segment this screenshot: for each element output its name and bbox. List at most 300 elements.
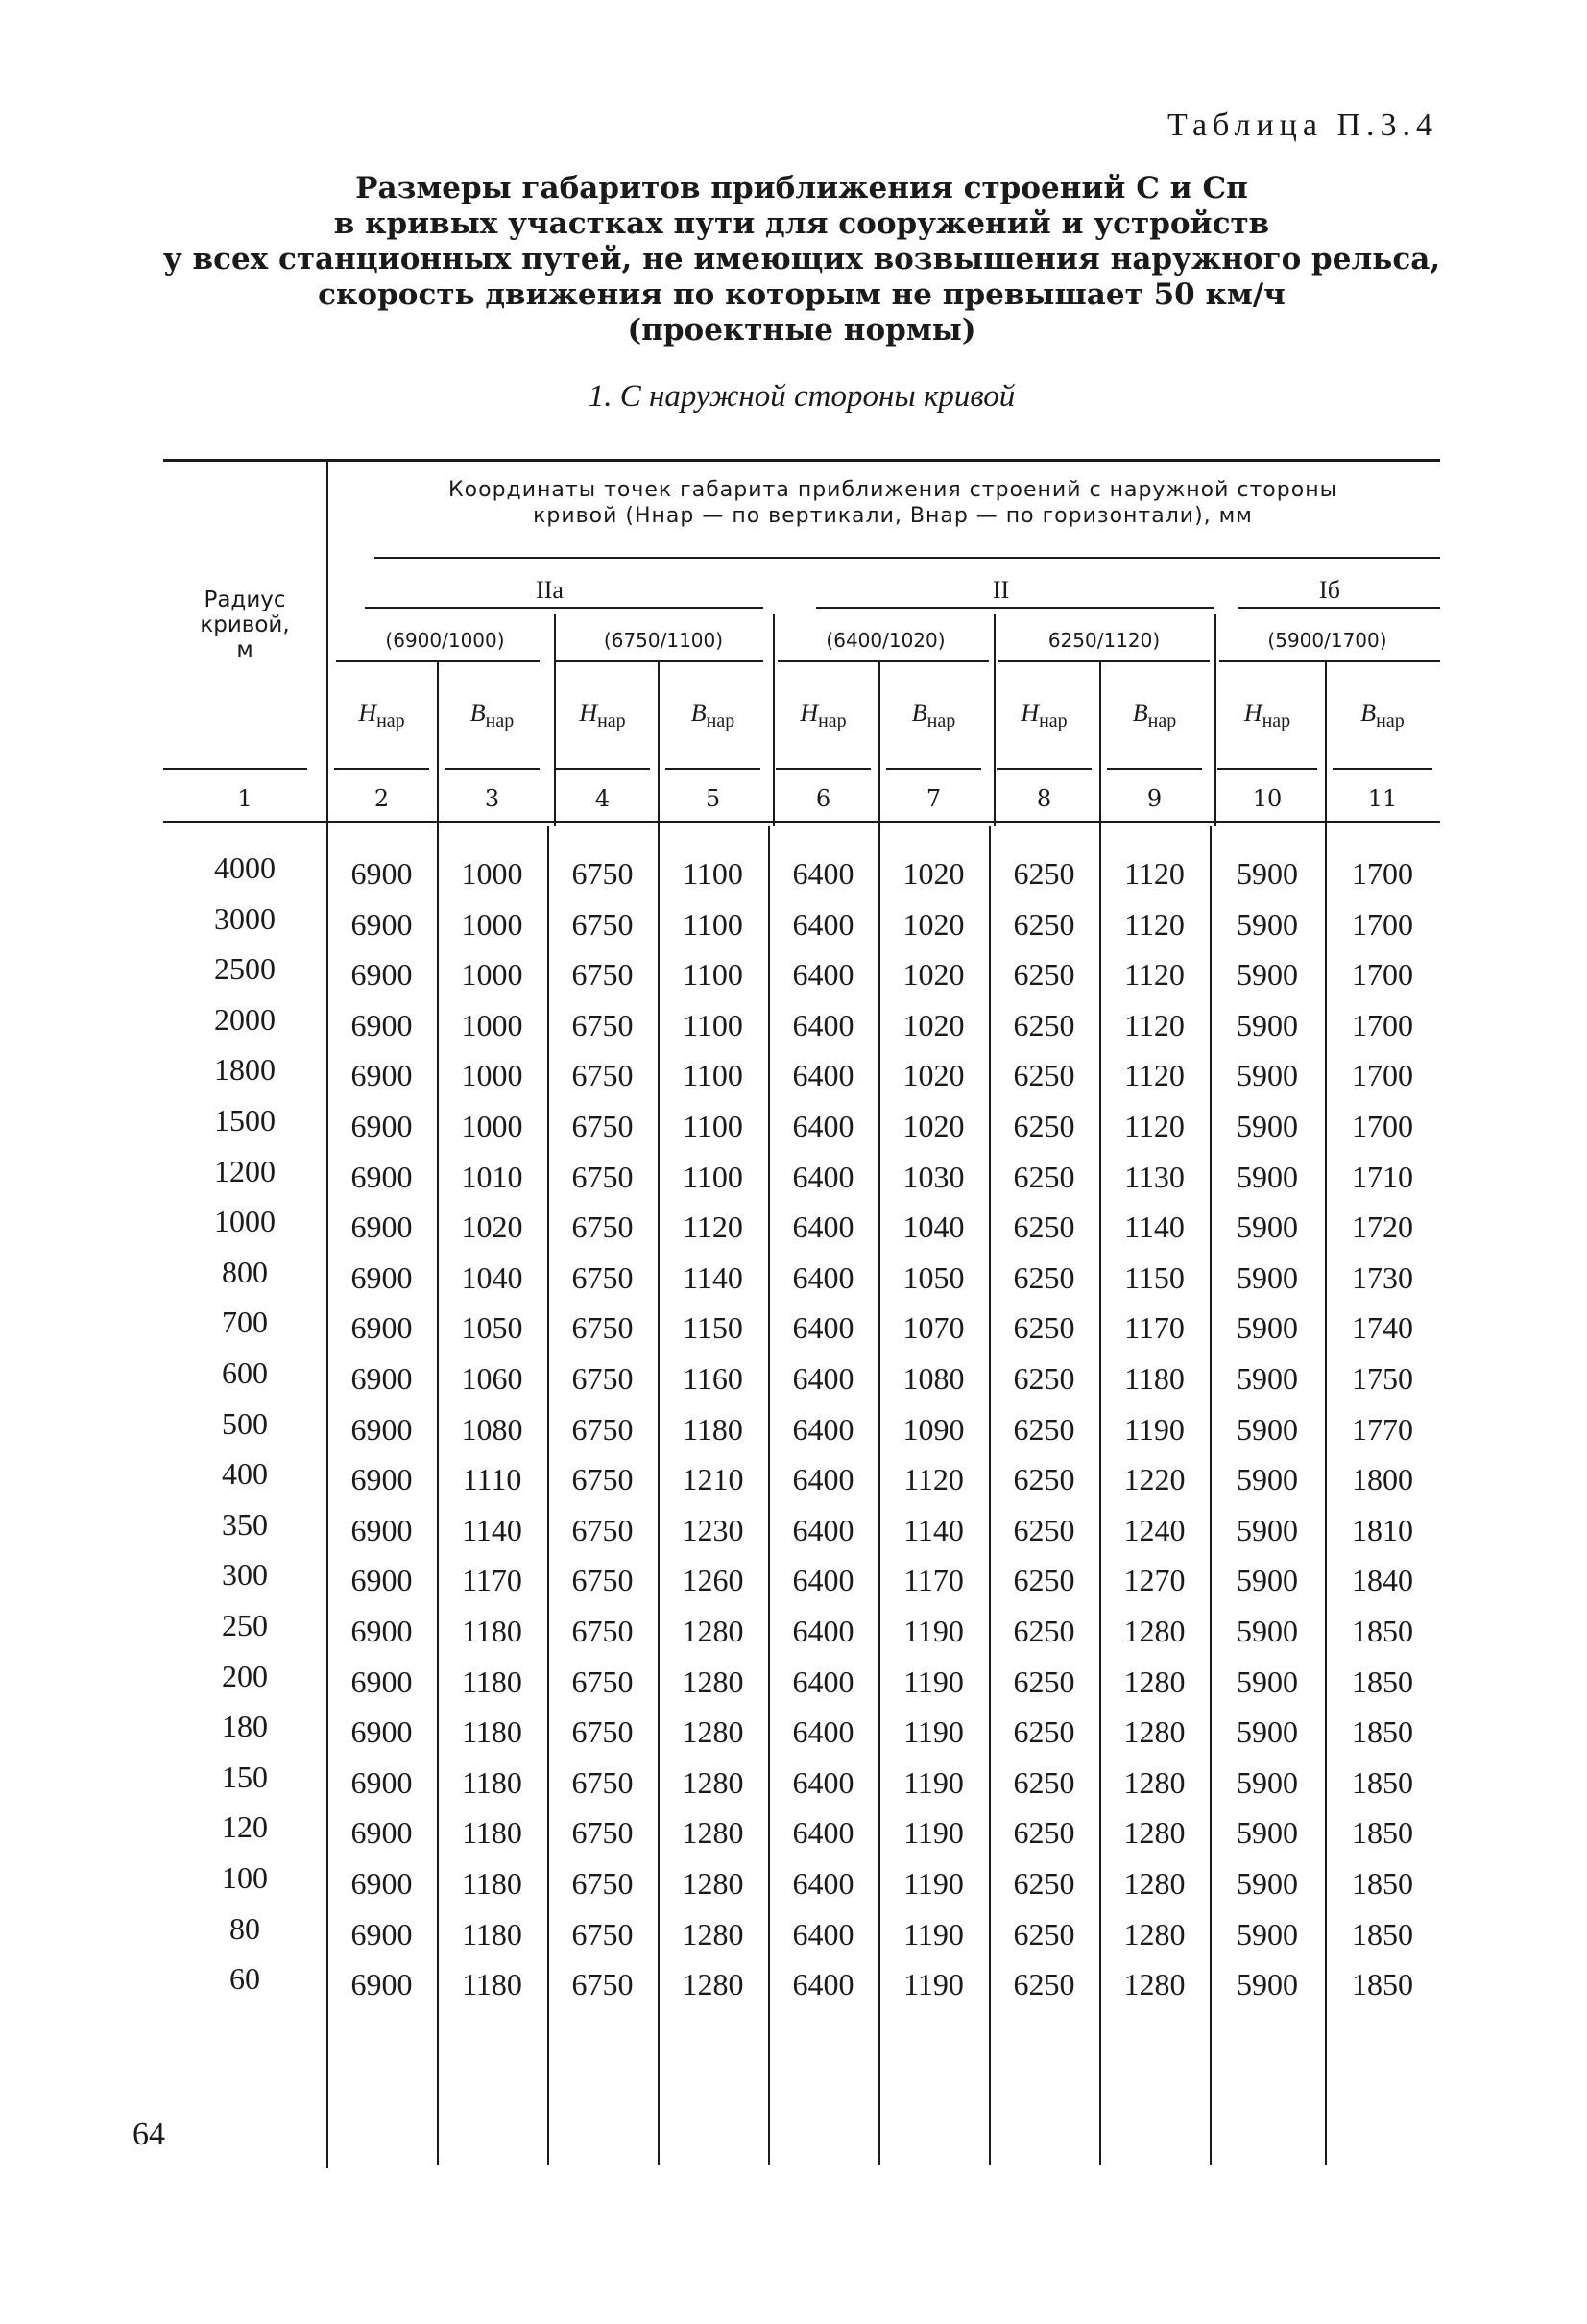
- table-cell: 1000: [461, 1058, 523, 1093]
- table-cell: 5900: [1237, 1967, 1298, 2002]
- pair-label: 6250/1120): [1047, 629, 1161, 652]
- column-number: 2: [373, 785, 390, 812]
- table-cell: 6900: [350, 1866, 413, 1901]
- table-cell: 1120: [1124, 1007, 1185, 1042]
- table-cell: 1700: [1352, 1007, 1413, 1042]
- table-cell: 6400: [792, 1815, 854, 1851]
- table-cell: 1020: [902, 856, 965, 891]
- table-cell: 1140: [1124, 1210, 1185, 1245]
- table-cell: 1850: [1352, 1614, 1413, 1648]
- radius-value: 1500: [214, 1103, 276, 1138]
- table-cell: 6250: [1013, 856, 1075, 891]
- table-cell: 1850: [1352, 1714, 1413, 1750]
- h-nar-header: $H_{нар}$: [358, 699, 405, 731]
- table-cell: 1850: [1352, 1815, 1413, 1851]
- table-cell: 5900: [1237, 1159, 1298, 1194]
- radius-value: 700: [222, 1305, 268, 1340]
- table-cell: 6750: [571, 1159, 634, 1194]
- table-cell: 1180: [683, 1411, 743, 1447]
- table-cell: 5900: [1237, 906, 1298, 942]
- table-cell: 6900: [350, 1159, 413, 1194]
- table-cell: 1190: [1124, 1411, 1185, 1447]
- radius-value: 2000: [214, 1001, 276, 1037]
- table-cell: 6250: [1013, 1866, 1075, 1901]
- column-number: 3: [484, 785, 500, 812]
- table-cell: 1010: [461, 1159, 523, 1194]
- table-cell: 1280: [682, 1916, 744, 1952]
- column-number: 5: [705, 785, 721, 812]
- radius-value: 100: [222, 1860, 268, 1895]
- subheader-rule: [555, 768, 650, 770]
- h-nar-header: $H_{нар}$: [579, 699, 626, 731]
- column-number: 4: [594, 785, 611, 812]
- table-cell: 1180: [462, 1815, 522, 1851]
- table-cell: 6400: [792, 906, 854, 942]
- table-cell: 5900: [1237, 1512, 1298, 1547]
- table-cell: 1280: [1123, 1866, 1186, 1901]
- table-cell: 6900: [350, 1916, 413, 1952]
- radius-value: 500: [222, 1405, 268, 1441]
- pair-label: (5900/1700): [1267, 629, 1387, 652]
- table-cell: 6900: [350, 1664, 413, 1699]
- table-top-rule: [163, 459, 1440, 462]
- radius-header-line: кривой,: [200, 612, 290, 637]
- table-cell: 6250: [1013, 906, 1075, 942]
- table-cell: 6400: [792, 1058, 854, 1093]
- table-cell: 1020: [902, 906, 965, 942]
- table-cell: 6250: [1013, 1361, 1075, 1396]
- table-cell: 6900: [350, 1361, 413, 1396]
- table-cell: 1120: [1124, 906, 1185, 942]
- table-cell: 1160: [683, 1361, 743, 1396]
- radius-value: 80: [229, 1910, 260, 1946]
- table-cell: 6750: [571, 1109, 634, 1143]
- table-cell: 1050: [461, 1310, 523, 1346]
- table-cell: 1000: [461, 957, 523, 993]
- table-cell: 6750: [571, 1007, 634, 1042]
- table-cell: 1770: [1352, 1411, 1413, 1447]
- table-cell: 1850: [1352, 1916, 1413, 1952]
- table-cell: 6250: [1013, 957, 1075, 993]
- table-cell: 1100: [683, 1007, 743, 1042]
- table-cell: 6750: [571, 957, 634, 993]
- table-cell: 5900: [1237, 1109, 1298, 1143]
- table-cell: 6900: [350, 1007, 413, 1042]
- table-cell: 1090: [902, 1411, 965, 1447]
- table-cell: 1140: [903, 1512, 964, 1547]
- table-cell: 1190: [903, 1614, 964, 1648]
- table-cell: 5900: [1237, 957, 1298, 993]
- table-cell: 1700: [1352, 1058, 1413, 1093]
- radius-value: 250: [222, 1608, 268, 1642]
- table-cell: 1850: [1352, 1764, 1413, 1800]
- radius-value: 120: [222, 1809, 268, 1845]
- group-rule: [816, 607, 1214, 609]
- subheader-rule: [886, 768, 981, 770]
- group-label: II: [992, 576, 1010, 604]
- table-cell: 1120: [1124, 1109, 1185, 1143]
- table-cell: 5900: [1237, 1916, 1298, 1952]
- table-cell: 1180: [462, 1916, 522, 1952]
- table-cell: 1190: [903, 1664, 964, 1699]
- table-cell: 6900: [350, 1614, 413, 1648]
- table-cell: 1020: [461, 1210, 523, 1245]
- table-cell: 1280: [1123, 1815, 1186, 1851]
- table-cell: 1280: [1123, 1764, 1186, 1800]
- table-cell: 6400: [792, 1714, 854, 1750]
- table-cell: 6400: [792, 1563, 854, 1598]
- table-cell: 1190: [903, 1714, 964, 1750]
- title-line: (проектные нормы): [627, 313, 976, 347]
- table-cell: 1740: [1352, 1310, 1413, 1346]
- table-cell: 6250: [1013, 1109, 1075, 1143]
- title-line: скорость движения по которым не превышает 50 км/ч: [318, 277, 1286, 312]
- table-cell: 1280: [682, 1815, 744, 1851]
- table-cell: 1100: [683, 906, 743, 942]
- pair-label: (6400/1020): [826, 629, 946, 652]
- table-cell: 1240: [1123, 1512, 1186, 1547]
- coord-header-rule: [374, 557, 1440, 559]
- table-cell: 5900: [1237, 1714, 1298, 1750]
- table-cell: 6900: [350, 1109, 413, 1143]
- table-cell: 6400: [792, 1512, 854, 1547]
- table-cell: 5900: [1237, 1764, 1298, 1800]
- table-cell: 1850: [1352, 1866, 1413, 1901]
- table-cell: 6900: [350, 1967, 413, 2002]
- table-cell: 6400: [792, 1916, 854, 1952]
- table-cell: 6900: [350, 856, 413, 891]
- group-label: Iб: [1319, 576, 1340, 604]
- coordinates-header: [346, 477, 1440, 529]
- radius-value: 60: [229, 1961, 260, 1997]
- coord-header-line: Координаты точек габарита приближения строений с наружной стороны: [448, 478, 1337, 502]
- table-cell: 6400: [792, 957, 854, 993]
- table-cell: 1170: [903, 1563, 964, 1598]
- table-cell: 1730: [1352, 1259, 1413, 1295]
- column-number: 8: [1036, 785, 1052, 812]
- h-nar-header: $H_{нар}$: [800, 699, 847, 731]
- table-cell: 6900: [350, 957, 413, 993]
- table-cell: 6250: [1013, 1259, 1075, 1295]
- table-cell: 1700: [1352, 856, 1413, 891]
- table-cell: 1130: [1124, 1159, 1185, 1194]
- table-cell: 6900: [350, 1259, 413, 1295]
- table-cell: 1810: [1352, 1512, 1413, 1547]
- column-number: 7: [926, 785, 942, 812]
- table-cell: 6750: [571, 1714, 634, 1750]
- table-cell: 6250: [1013, 1563, 1075, 1598]
- column-number: 10: [1252, 785, 1283, 812]
- table-cell: 6400: [792, 1310, 854, 1346]
- table-cell: 5900: [1237, 1361, 1298, 1396]
- subheader-rule: [776, 768, 871, 770]
- table-cell: 6750: [571, 1512, 634, 1547]
- table-cell: 6900: [350, 1210, 413, 1245]
- radius-value: 400: [222, 1456, 268, 1492]
- table-cell: 6250: [1013, 1462, 1075, 1497]
- b-nar-header: $B_{нар}$: [1360, 699, 1405, 731]
- table-cell: 5900: [1237, 1007, 1298, 1042]
- page-number: 64: [132, 2117, 165, 2152]
- group-rule: [365, 607, 763, 609]
- table-cell: 6250: [1013, 1058, 1075, 1093]
- b-nar-header: $B_{нар}$: [911, 699, 956, 731]
- table-cell: 1840: [1352, 1563, 1413, 1598]
- table-cell: 1180: [462, 1866, 522, 1901]
- table-cell: 1210: [682, 1462, 744, 1497]
- table-cell: 5900: [1237, 856, 1298, 891]
- radius-header-line: м: [236, 637, 253, 662]
- table-cell: 5900: [1237, 1259, 1298, 1295]
- table-cell: 1220: [1123, 1462, 1186, 1497]
- table-cell: 6400: [792, 1411, 854, 1447]
- table-cell: 1000: [461, 1007, 523, 1042]
- column-number: 1: [237, 785, 252, 812]
- table-cell: 6750: [571, 1210, 634, 1245]
- subheader-rule: [334, 768, 429, 770]
- table-cell: 6400: [792, 1614, 854, 1648]
- pair-rule: [998, 660, 1210, 662]
- table-cell: 1180: [462, 1764, 522, 1800]
- table-cell: 6400: [792, 1361, 854, 1396]
- subheader-rule: [163, 768, 307, 770]
- table-cell: 6900: [350, 1714, 413, 1750]
- table-cell: 6750: [571, 1764, 634, 1800]
- table-cell: 6250: [1013, 1815, 1075, 1851]
- radius-value: 600: [222, 1355, 268, 1390]
- table-cell: 6400: [792, 856, 854, 891]
- table-cell: 6750: [571, 1310, 634, 1346]
- table-cell: 1070: [902, 1310, 965, 1346]
- title-line: Размеры габаритов приближения строений С и Сп: [355, 171, 1248, 205]
- table-cell: 6900: [350, 1310, 413, 1346]
- table-cell: 6400: [792, 1462, 854, 1497]
- radius-value: 3000: [214, 900, 276, 936]
- table-cell: 5900: [1237, 1411, 1298, 1447]
- subheader-rule: [665, 768, 760, 770]
- pair-label: (6900/1000): [385, 629, 505, 652]
- table-cell: 6900: [350, 1058, 413, 1093]
- table-cell: 1150: [683, 1310, 743, 1346]
- table-cell: 1180: [462, 1714, 522, 1750]
- table-cell: 6400: [792, 1259, 854, 1295]
- radius-value: 2500: [214, 951, 276, 987]
- pair-rule: [778, 660, 989, 662]
- subheader-rule: [997, 768, 1092, 770]
- table-cell: 1850: [1352, 1664, 1413, 1699]
- table-cell: 1120: [1124, 856, 1185, 891]
- table-cell: 1030: [902, 1159, 965, 1194]
- table-cell: 1020: [902, 957, 965, 993]
- table-cell: 6750: [571, 906, 634, 942]
- table-cell: 6900: [350, 1815, 413, 1851]
- table-cell: 6250: [1013, 1916, 1075, 1952]
- radius-value: 800: [222, 1254, 268, 1289]
- table-title: [144, 171, 1459, 348]
- radius-value: 4000: [214, 851, 276, 885]
- table-cell: 6400: [792, 1664, 854, 1699]
- table-cell: 1280: [682, 1866, 744, 1901]
- table-cell: 1050: [902, 1259, 965, 1295]
- column-number: 6: [815, 785, 831, 812]
- table-cell: 1100: [683, 856, 743, 891]
- table-cell: 6250: [1013, 1159, 1075, 1194]
- table-cell: 1150: [1124, 1259, 1185, 1295]
- radius-value: 350: [222, 1506, 268, 1542]
- table-cell: 1000: [461, 1109, 523, 1143]
- table-cell: 6900: [350, 906, 413, 942]
- table-cell: 1850: [1352, 1967, 1413, 2002]
- table-cell: 6750: [571, 1664, 634, 1699]
- table-cell: 1110: [462, 1462, 522, 1497]
- table-cell: 1140: [462, 1512, 522, 1547]
- table-cell: 6250: [1013, 1714, 1075, 1750]
- radius-value: 200: [222, 1658, 268, 1693]
- table-cell: 6750: [571, 1614, 634, 1648]
- h-nar-header: $H_{нар}$: [1243, 699, 1291, 731]
- table-cell: 1120: [1124, 957, 1185, 993]
- table-cell: 1020: [902, 1109, 965, 1143]
- b-nar-header: $B_{нар}$: [469, 699, 515, 731]
- radius-value: 1800: [214, 1052, 276, 1088]
- table-cell: 1060: [461, 1361, 523, 1396]
- table-cell: 1170: [1124, 1310, 1185, 1346]
- table-cell: 6400: [792, 1159, 854, 1194]
- radius-value: 1200: [214, 1153, 276, 1188]
- group-rule: [1238, 607, 1440, 609]
- subheader-rule: [445, 768, 540, 770]
- table-cell: 1280: [1123, 1714, 1186, 1750]
- table-cell: 1190: [903, 1866, 964, 1901]
- table-cell: 1280: [1123, 1664, 1186, 1699]
- radius-header-line: Радиус: [204, 587, 286, 612]
- table-cell: 1280: [682, 1664, 744, 1699]
- table-cell: 6900: [350, 1462, 413, 1497]
- table-cell: 1120: [683, 1210, 743, 1245]
- table-cell: 5900: [1237, 1664, 1298, 1699]
- table-cell: 6250: [1013, 1512, 1075, 1547]
- radius-value: 180: [222, 1709, 268, 1744]
- table-cell: 5900: [1237, 1614, 1298, 1648]
- radius-value: 300: [222, 1557, 268, 1593]
- table-cell: 5900: [1237, 1866, 1298, 1901]
- table-cell: 1700: [1352, 1109, 1413, 1143]
- table-cell: 1260: [682, 1563, 744, 1598]
- table-cell: 6750: [571, 1411, 634, 1447]
- table-cell: 1190: [903, 1916, 964, 1952]
- pair-rule: [1219, 660, 1440, 662]
- table-cell: 6750: [571, 1563, 634, 1598]
- table-cell: 1280: [682, 1614, 744, 1648]
- table-cell: 1120: [1124, 1058, 1185, 1093]
- table-cell: 1020: [902, 1007, 965, 1042]
- column-number: 9: [1146, 785, 1163, 812]
- table-cell: 5900: [1237, 1563, 1298, 1598]
- table-cell: 1280: [682, 1967, 744, 2002]
- radius-value: 150: [222, 1759, 268, 1794]
- table-cell: 1800: [1352, 1462, 1413, 1497]
- table-cell: 1280: [1123, 1916, 1186, 1952]
- group-label: IIа: [536, 576, 564, 604]
- table-cell: 1120: [903, 1462, 964, 1497]
- table-cell: 1080: [902, 1361, 965, 1396]
- table-cell: 6250: [1013, 1967, 1075, 2002]
- subheader-rule: [1333, 768, 1432, 770]
- table-cell: 1100: [683, 1109, 743, 1143]
- table-cell: 6250: [1013, 1210, 1075, 1245]
- table-cell: 1190: [903, 1764, 964, 1800]
- pair-label: (6750/1100): [603, 629, 724, 652]
- table-cell: 1100: [683, 1159, 743, 1194]
- table-cell: 1180: [1124, 1361, 1185, 1396]
- table-cell: 1170: [462, 1563, 522, 1598]
- table-cell: 6400: [792, 1007, 854, 1042]
- table-cell: 1000: [461, 906, 523, 942]
- h-nar-header: $H_{нар}$: [1021, 699, 1068, 731]
- table-cell: 6750: [571, 1462, 634, 1497]
- b-nar-header: $B_{нар}$: [690, 699, 735, 731]
- table-cell: 1040: [902, 1210, 965, 1245]
- table-cell: 6250: [1013, 1664, 1075, 1699]
- table-cell: 1750: [1352, 1361, 1413, 1396]
- table-cell: 1280: [1123, 1614, 1186, 1648]
- table-cell: 6250: [1013, 1764, 1075, 1800]
- radius-column-header: [178, 587, 312, 662]
- table-cell: 6400: [792, 1967, 854, 2002]
- table-cell: 6900: [350, 1764, 413, 1800]
- radius-value: 1000: [214, 1204, 276, 1239]
- table-cell: 1040: [461, 1259, 523, 1295]
- table-cell: 1280: [682, 1714, 744, 1750]
- table-cell: 6250: [1013, 1310, 1075, 1346]
- table-cell: 1100: [683, 957, 743, 993]
- table-cell: 1140: [683, 1259, 743, 1295]
- table-cell: 1700: [1352, 906, 1413, 942]
- table-label: Таблица П.3.4: [1167, 108, 1438, 143]
- table-cell: 1700: [1352, 957, 1413, 993]
- table-cell: 1180: [462, 1967, 522, 2002]
- colnum-rule: [163, 821, 1440, 823]
- table-cell: 6750: [571, 1058, 634, 1093]
- table-cell: 1190: [903, 1815, 964, 1851]
- table-cell: 6900: [350, 1411, 413, 1447]
- table-cell: 1270: [1123, 1563, 1186, 1598]
- column-number: 11: [1367, 785, 1398, 812]
- table-cell: 1280: [1123, 1967, 1186, 2002]
- table-cell: 1080: [461, 1411, 523, 1447]
- table-cell: 1720: [1352, 1210, 1413, 1245]
- table-cell: 6750: [571, 1916, 634, 1952]
- b-nar-header: $B_{нар}$: [1132, 699, 1177, 731]
- table-cell: 1020: [902, 1058, 965, 1093]
- table-cell: 1100: [683, 1058, 743, 1093]
- table-cell: 6400: [792, 1210, 854, 1245]
- subheader-rule: [1107, 768, 1202, 770]
- table-cell: 6250: [1013, 1007, 1075, 1042]
- title-line: у всех станционных путей, не имеющих возвышения наружного рельса,: [162, 242, 1441, 276]
- table-cell: 5900: [1237, 1310, 1298, 1346]
- table-cell: 6250: [1013, 1614, 1075, 1648]
- table-cell: 6750: [571, 1815, 634, 1851]
- table-cell: 1230: [682, 1512, 744, 1547]
- table-cell: 5900: [1237, 1058, 1298, 1093]
- table-cell: 6250: [1013, 1411, 1075, 1447]
- subheader-rule: [1217, 768, 1317, 770]
- table-cell: 6400: [792, 1109, 854, 1143]
- table-cell: 6900: [350, 1512, 413, 1547]
- section-subtitle: 1. С наружной стороны кривой: [588, 379, 1016, 414]
- table-cell: 1190: [903, 1967, 964, 2002]
